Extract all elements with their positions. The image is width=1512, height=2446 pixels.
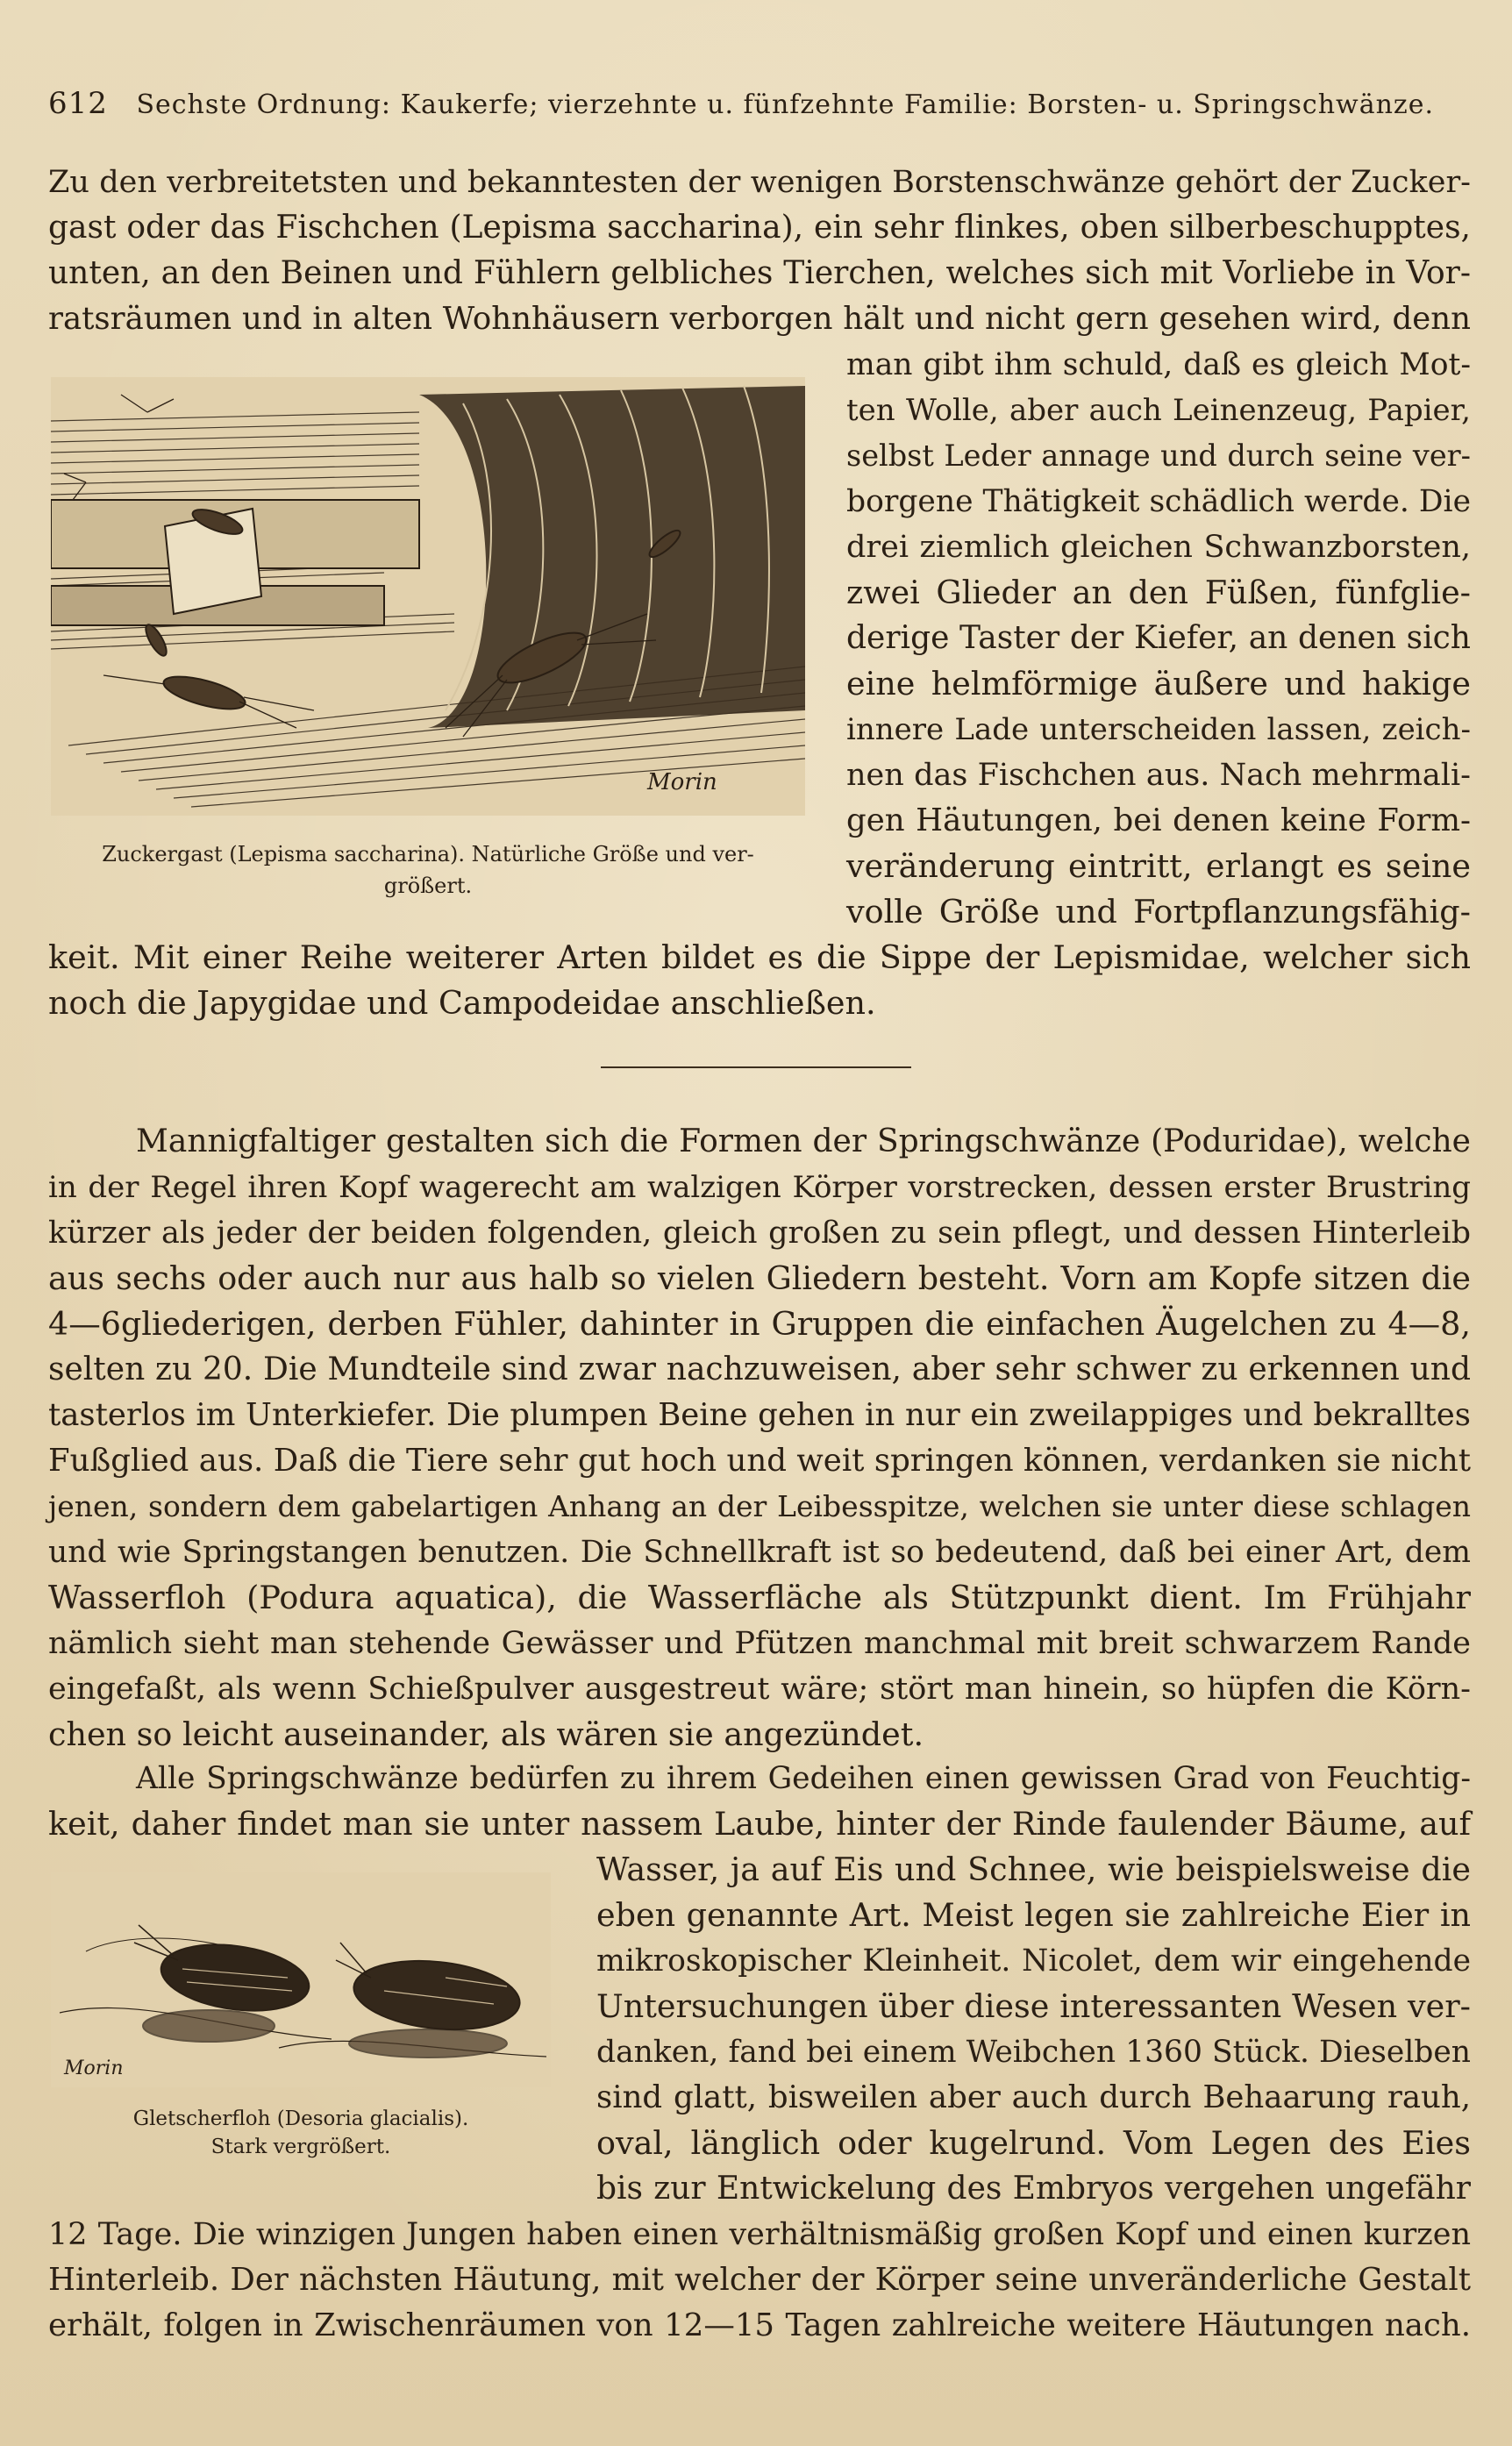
paragraph-springschwaenze-eggs (596, 1847, 1471, 2212)
text-line: nen das Fischchen aus. Nach mehrmali- (846, 758, 1471, 793)
text-line: veränderung eintritt, erlangt es seine (846, 847, 1471, 885)
text-line: gast oder das Fischchen (Lepisma saccharina), ein sehr flinkes, oben silberbeschupptes, (48, 210, 1471, 246)
text-line: borgene Thätigkeit schädlich werde. Die (846, 484, 1471, 519)
desoria-illustration (51, 1872, 551, 2087)
text-line: kürzer als jeder der beiden folgenden, gleich großen zu sein pflegt, und dessen Hinterleib (48, 1216, 1471, 1251)
text-line: volle Größe und Fortpflanzungsfähig- (846, 893, 1471, 931)
text-line: tasterlos im Unterkiefer. Die plumpen Beine gehen in nur ein zweilappiges und bekralltes (48, 1397, 1471, 1433)
paragraph-springschwaenze-end (48, 2212, 1471, 2349)
text-line: erhält, folgen in Zwischenräumen von 12—15 Tagen zahlreiche weitere Häutungen nach. (48, 2307, 1471, 2343)
text-line: gen Häutungen, bei denen keine Form- (846, 802, 1471, 838)
text-line: Zu den verbreitetsten und bekanntesten der wenigen Borstenschwänze gehört der Zucker- (48, 165, 1471, 200)
text-line: eben genannte Art. Meist legen sie zahlreiche Eier in (596, 1896, 1471, 1934)
text-line: unten, an den Beinen und Fühlern gelbliches Tierchen, welches sich mit Vorliebe in Vor- (48, 255, 1471, 291)
text-line: Fußglied aus. Daß die Tiere sehr gut hoch und weit springen können, verdanken sie nicht (48, 1443, 1471, 1479)
text-line: Alle Springschwänze bedürfen zu ihrem Gedeihen einen gewissen Grad von Feuchtig- (136, 1761, 1471, 1796)
paragraph-lepisma-description (846, 342, 1471, 935)
text-line: und wie Springstangen benutzen. Die Schnellkraft ist so bedeutend, daß bei einer Art, dem (48, 1535, 1471, 1570)
text-line: drei ziemlich gleichen Schwanzborsten, (846, 530, 1471, 565)
text-line: keit. Mit einer Reihe weiterer Arten bildet es die Sippe der Lepismidae, welcher sich (48, 938, 1471, 976)
lepisma-illustration (51, 377, 805, 816)
text-line: Mannigfaltiger gestalten sich die Formen der Springschwänze (Poduridae), welche (136, 1123, 1471, 1159)
section-divider (601, 1066, 911, 1068)
text-line: aus sechs oder auch nur aus halb so vielen Gliedern besteht. Vorn am Kopfe sitzen die (48, 1259, 1471, 1297)
text-line: oval, länglich oder kugelrund. Vom Legen des Eies (596, 2124, 1471, 2162)
text-line: in der Regel ihren Kopf wagerecht am walzigen Körper vorstrecken, dessen erster Brustring (48, 1170, 1471, 1205)
engraver-signature: Morin (647, 769, 717, 795)
text-line: ratsräumen und in alten Wohnhäusern verborgen hält und nicht gern gesehen wird, denn (48, 301, 1471, 337)
running-title: Sechste Ordnung: Kaukerfe; vierzehnte u. fünfzehnte Familie: Borsten- u. Springschwänze. (136, 89, 1434, 120)
caption-line: Stark vergrößert. (210, 2136, 391, 2158)
text-line: nämlich sieht man stehende Gewässer und Pfützen manchmal mit breit schwarzem Rande (48, 1626, 1471, 1661)
figure-zuckergast-caption (51, 838, 805, 902)
text-line: sind glatt, bisweilen aber auch durch Behaarung rauh, (596, 2079, 1471, 2115)
text-line: noch die Japygidae und Campodeidae anschließen. (48, 984, 876, 1022)
text-line: 12 Tage. Die winzigen Jungen haben einen verhältnismäßig großen Kopf und einen kurzen (48, 2217, 1471, 2252)
text-line: chen so leicht auseinander, als wären sie angezündet. (48, 1715, 924, 1753)
text-line: man gibt ihm schuld, daß es gleich Mot- (846, 347, 1471, 382)
text-line: Wasserfloh (Podura aquatica), die Wasserfläche als Stützpunkt dient. Im Frühjahr (48, 1579, 1471, 1616)
paragraph-lepisma-intro (48, 160, 1471, 342)
paragraph-lepisma-end (48, 935, 1471, 1026)
caption-line: Gletscherfloh (Desoria glacialis). (132, 2107, 469, 2130)
paragraph-springschwaenze-intro (48, 1756, 1471, 1847)
text-line: innere Lade unterscheiden lassen, zeich- (846, 712, 1471, 747)
text-line: jenen, sondern dem gabelartigen Anhang an der Leibesspitze, welchen sie unter diese schlagen (48, 1489, 1471, 1523)
text-line: Hinterleib. Der nächsten Häutung, mit welcher der Körper seine unveränderliche Gestalt (48, 2262, 1471, 2298)
figure-gletscherfloh-caption (51, 2105, 551, 2161)
text-line: derige Taster der Kiefer, an denen sich (846, 620, 1471, 656)
text-line: zwei Glieder an den Füßen, fünfglie- (846, 574, 1471, 611)
figure-zuckergast (51, 377, 805, 816)
caption-line: Zuckergast (Lepisma saccharina). Natürliche Größe und ver- (102, 842, 754, 866)
text-line: Untersuchungen über diese interessanten Wesen ver- (596, 1987, 1471, 2025)
text-line: ten Wolle, aber auch Leinenzeug, Papier, (846, 393, 1471, 428)
paragraph-poduridae (48, 1119, 1471, 1758)
text-line: bis zur Entwickelung des Embryos vergehen ungefähr (596, 2171, 1471, 2207)
text-line: danken, fand bei einem Weibchen 1360 Stück. Dieselben (596, 2035, 1471, 2070)
text-line: eingefaßt, als wenn Schießpulver ausgestreut wäre; stört man hinein, so hüpfen die Körn- (48, 1672, 1471, 1707)
running-header (48, 86, 1469, 121)
caption-line: größert. (383, 874, 473, 898)
text-line: eine helmförmige äußere und hakige (846, 665, 1471, 702)
text-line: selbst Leder annage und durch seine ver- (846, 439, 1471, 473)
text-line: keit, daher findet man sie unter nassem Laube, hinter der Rinde faulender Bäume, auf (48, 1805, 1471, 1843)
engraver-signature: Morin (64, 2057, 124, 2079)
text-line: 4—6gliederigen, derben Fühler, dahinter in Gruppen die einfachen Äugelchen zu 4—8, (48, 1305, 1471, 1343)
text-line: selten zu 20. Die Mundteile sind zwar nachzuweisen, aber sehr schwer zu erkennen und (48, 1351, 1471, 1387)
figure-gletscherfloh (51, 1872, 551, 2087)
text-line: mikroskopischer Kleinheit. Nicolet, dem wir eingehende (596, 1943, 1471, 1979)
text-line: Wasser, ja auf Eis und Schnee, wie beispielsweise die (596, 1851, 1471, 1888)
page-number: 612 (48, 86, 108, 121)
